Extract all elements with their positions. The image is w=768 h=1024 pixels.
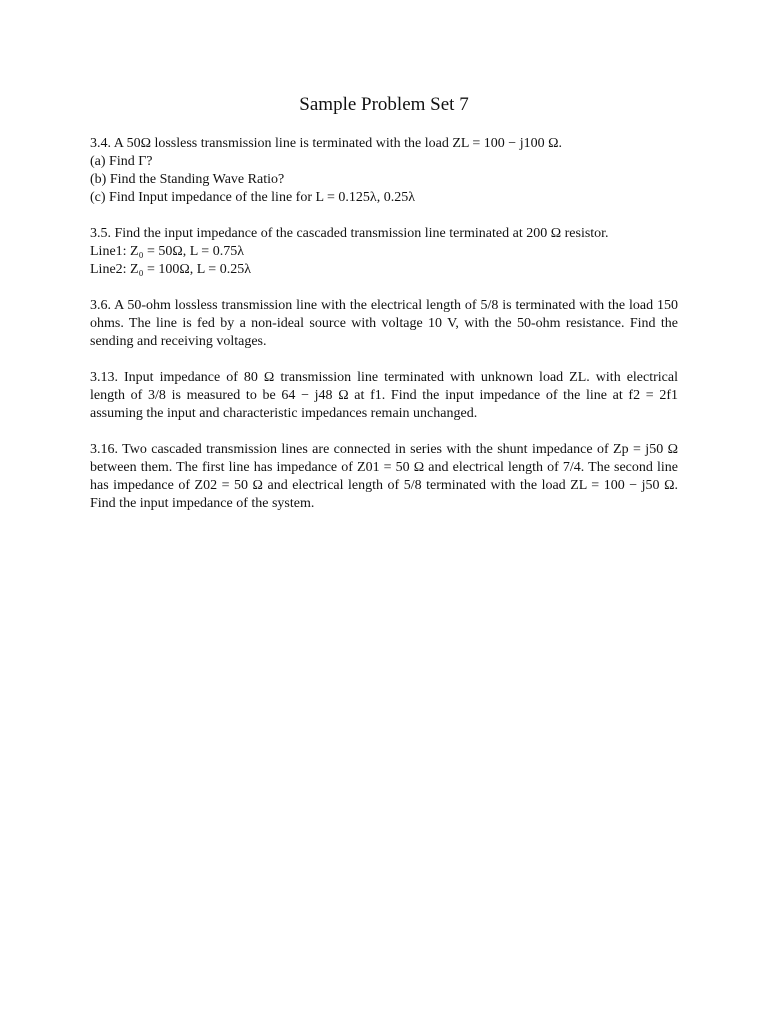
problem-3-5 — [90, 225, 678, 279]
problem-3-5-line2: Line2: Z₀ = 100Ω, L = 0.25λ — [90, 262, 251, 277]
problem-3-6 — [90, 297, 678, 351]
problem-3-6-text: 3.6. A 50-ohm lossless transmission line with the electrical length of 5/8 is terminated with the load 150 ohms. The line is fed by a non-ideal source with voltage 10 V, with the 50-ohm resistance. Find the sending and receiving voltages. — [90, 298, 678, 349]
page-title: Sample Problem Set 7 — [299, 94, 469, 115]
problem-3-13-text: 3.13. Input impedance of 80 Ω transmission line terminated with unknown load ZL. with electrical length of 3/8 is measured to be 64 − j48 Ω at f1. Find the input impedance of the line at f2 = 2f1 assuming the input and characteristic impedances remain unchanged. — [90, 370, 678, 421]
problem-3-4 — [90, 135, 678, 207]
problem-3-5-line1: Line1: Z₀ = 50Ω, L = 0.75λ — [90, 244, 244, 259]
problem-3-4-statement: 3.4. A 50Ω lossless transmission line is terminated with the load ZL = 100 − j100 Ω. — [90, 136, 562, 151]
problem-3-4-part-a: (a) Find Γ? — [90, 154, 153, 169]
problem-3-4-part-b: (b) Find the Standing Wave Ratio? — [90, 172, 285, 187]
problem-3-16-text: 3.16. Two cascaded transmission lines are connected in series with the shunt impedance of Zp = j50 Ω between them. The first line has impedance of Z01 = 50 Ω and electrical length of 7/4. The second line has impedance of Z02 = 50 Ω and electrical length of 5/8 terminated with the load ZL = 100 − j50 Ω. Find the input impedance of the system. — [90, 442, 678, 511]
problem-3-4-part-c: (c) Find Input impedance of the line for L = 0.125λ, 0.25λ — [90, 190, 415, 205]
problem-list — [90, 135, 678, 531]
problem-3-16 — [90, 441, 678, 513]
problem-3-13 — [90, 369, 678, 423]
problem-3-5-statement: 3.5. Find the input impedance of the cascaded transmission line terminated at 200 Ω resistor. — [90, 226, 609, 241]
